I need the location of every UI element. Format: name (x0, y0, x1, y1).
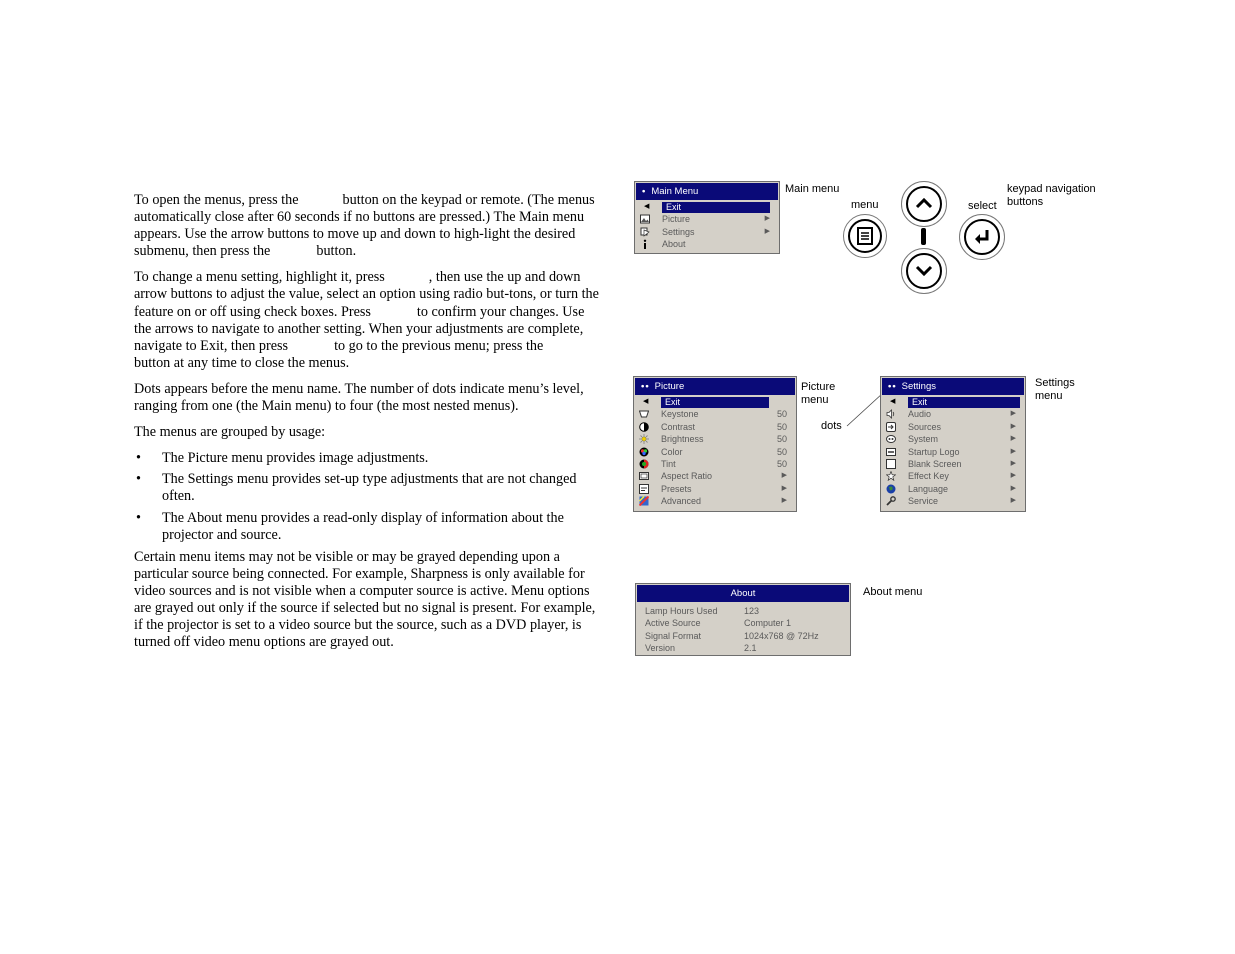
submenu-arrow-icon: ▶ (764, 227, 770, 235)
menu-item-sources[interactable]: Sources ▶ (881, 421, 1025, 433)
chevron-up-icon (915, 196, 933, 210)
tint-icon (639, 459, 649, 469)
list-item: • The About menu provides a read-only display of information about the projector and source. (136, 509, 564, 543)
submenu-arrow-icon: ▶ (1010, 410, 1016, 418)
main-menu-title-bar: • Main Menu (635, 182, 779, 201)
paragraph-open-menus: To open the menus, press the button on the keypad or remote. (The menus automatically close after 60 seconds if no buttons are pressed.) The Main menu appears. Use the arrow buttons to move up and down to high-light the desired submenu, then press the button. (134, 192, 595, 260)
menu-item-presets[interactable]: Presets ▶ (634, 483, 796, 495)
menu-item-keystone[interactable]: Keystone 50 (634, 408, 796, 420)
speaker-icon (886, 409, 896, 419)
menu-item-picture[interactable]: Picture ▶ (635, 213, 779, 225)
menu-exit-item[interactable]: ◀ Exit (635, 201, 779, 213)
paragraph-change-setting: To change a menu setting, highlight it, press , then use the up and down arrow buttons to adjust the value, select an option using radio but-tons, or turn the feature on or off using check boxes. Press to confirm your changes. Use the arrows to navigate to another setting. When your adjustments are complete, navigate to Exit, then press to go to the previous menu; press thebutton at any time to close the menus. (134, 269, 599, 371)
menu-item-tint[interactable]: Tint 50 (634, 458, 796, 470)
system-icon (886, 434, 896, 444)
keystone-icon (639, 409, 649, 419)
dots-leader-line (845, 392, 885, 428)
about-row: Version 2.1 (645, 643, 757, 654)
submenu-arrow-icon: ▶ (1010, 472, 1016, 480)
main-menu-window (634, 181, 780, 254)
startup-logo-icon (886, 447, 896, 457)
list-item: • The Settings menu provides set-up type adjustments that are not changed often. (136, 471, 577, 505)
menu-item-advanced[interactable]: Advanced ▶ (634, 495, 796, 507)
submenu-arrow-icon: ▶ (781, 484, 787, 492)
menu-exit-item[interactable]: ◀ Exit (634, 396, 796, 408)
about-row: Active Source Computer 1 (645, 618, 792, 629)
submenu-arrow-icon: ▶ (1010, 484, 1016, 492)
up-arrow-button[interactable] (901, 181, 947, 227)
star-icon (886, 471, 896, 481)
menu-item-color[interactable]: Color 50 (634, 446, 796, 458)
about-menu-label: About menu (863, 586, 923, 598)
color-icon (639, 447, 649, 457)
submenu-arrow-icon: ▶ (764, 215, 770, 223)
advanced-icon (639, 496, 649, 506)
keypad-navigation-label: keypad navigation buttons (1007, 183, 1096, 208)
picture-menu-label: Picture menu (801, 381, 836, 406)
submenu-arrow-icon: ▶ (1010, 435, 1016, 443)
wrench-icon (886, 496, 896, 506)
paragraph-dots: Dots appears before the menu name. The number of dots indicate menu’s level, ranging from one (the Main menu) to four (the most nested menus). (134, 380, 584, 415)
menu-item-contrast[interactable]: Contrast 50 (634, 421, 796, 433)
menu-item-brightness[interactable]: Brightness 50 (634, 433, 796, 445)
menu-item-aspect-ratio[interactable]: Aspect Ratio ▶ (634, 470, 796, 482)
about-menu-title-bar: About (636, 584, 850, 603)
select-button[interactable] (959, 214, 1005, 260)
menu-icon (857, 227, 873, 245)
menu-item-blank-screen[interactable]: Blank Screen ▶ (881, 458, 1025, 470)
menu-item-language[interactable]: Language ▶ (881, 483, 1025, 495)
select-button-label: select (968, 200, 997, 212)
menu-item-about[interactable]: About (635, 238, 779, 250)
chevron-down-icon (915, 264, 933, 278)
picture-icon (640, 214, 650, 224)
settings-icon (640, 227, 650, 237)
globe-icon (886, 484, 896, 494)
menu-exit-item[interactable]: ◀ Exit (881, 396, 1025, 408)
menu-button[interactable] (843, 214, 887, 258)
settings-menu-title-bar: •• Settings (881, 377, 1025, 396)
brightness-icon (639, 434, 649, 444)
picture-menu-title-bar: •• Picture (634, 377, 796, 396)
down-arrow-button[interactable] (901, 248, 947, 294)
submenu-arrow-icon: ▶ (1010, 497, 1016, 505)
main-menu-label: Main menu (785, 183, 840, 195)
submenu-arrow-icon: ▶ (781, 497, 787, 505)
aspect-ratio-icon (639, 471, 649, 481)
back-arrow-icon: ◀ (644, 203, 650, 210)
dots-label: dots (821, 420, 842, 432)
menu-item-system[interactable]: System ▶ (881, 433, 1025, 445)
paragraph-grouped: The menus are grouped by usage: (134, 424, 326, 441)
about-row: Lamp Hours Used 123 (645, 606, 760, 616)
picture-menu-window (633, 376, 797, 512)
settings-menu-label: Settings menu (1035, 377, 1075, 402)
nav-divider (921, 228, 926, 245)
back-arrow-icon: ◀ (643, 398, 649, 405)
sources-icon (886, 422, 896, 432)
submenu-arrow-icon: ▶ (781, 472, 787, 480)
blank-screen-icon (886, 459, 896, 469)
menu-item-startup-logo[interactable]: Startup Logo ▶ (881, 446, 1025, 458)
submenu-arrow-icon: ▶ (1010, 459, 1016, 467)
menu-item-settings[interactable]: Settings ▶ (635, 226, 779, 238)
menu-item-audio[interactable]: Audio ▶ (881, 408, 1025, 420)
menu-button-label: menu (851, 199, 879, 211)
list-item: • The Picture menu provides image adjustments. (136, 450, 429, 467)
menu-item-effect-key[interactable]: Effect Key ▶ (881, 470, 1025, 482)
info-icon (640, 239, 650, 249)
submenu-arrow-icon: ▶ (1010, 422, 1016, 430)
contrast-icon (639, 422, 649, 432)
presets-icon (639, 484, 649, 494)
submenu-arrow-icon: ▶ (1010, 447, 1016, 455)
settings-menu-window (880, 376, 1026, 512)
about-row: Signal Format 1024x768 @ 72Hz (645, 630, 819, 641)
usage-list (134, 450, 604, 543)
body-text (134, 192, 604, 660)
paragraph-grayed-items: Certain menu items may not be visible or may be grayed depending upon a particular source being connected. For example, Sharpness is only available for video sources and is not visible when a computer source is active. Menu options are grayed out only if the source if selected but no signal is present. For example, if the projector is set to a video source but the source, such as a DVD player, is turned off video menu options are grayed out. (134, 548, 596, 651)
back-arrow-icon: ◀ (890, 398, 896, 405)
enter-icon (973, 228, 991, 246)
menu-item-service[interactable]: Service ▶ (881, 495, 1025, 507)
about-menu-window (635, 583, 851, 656)
